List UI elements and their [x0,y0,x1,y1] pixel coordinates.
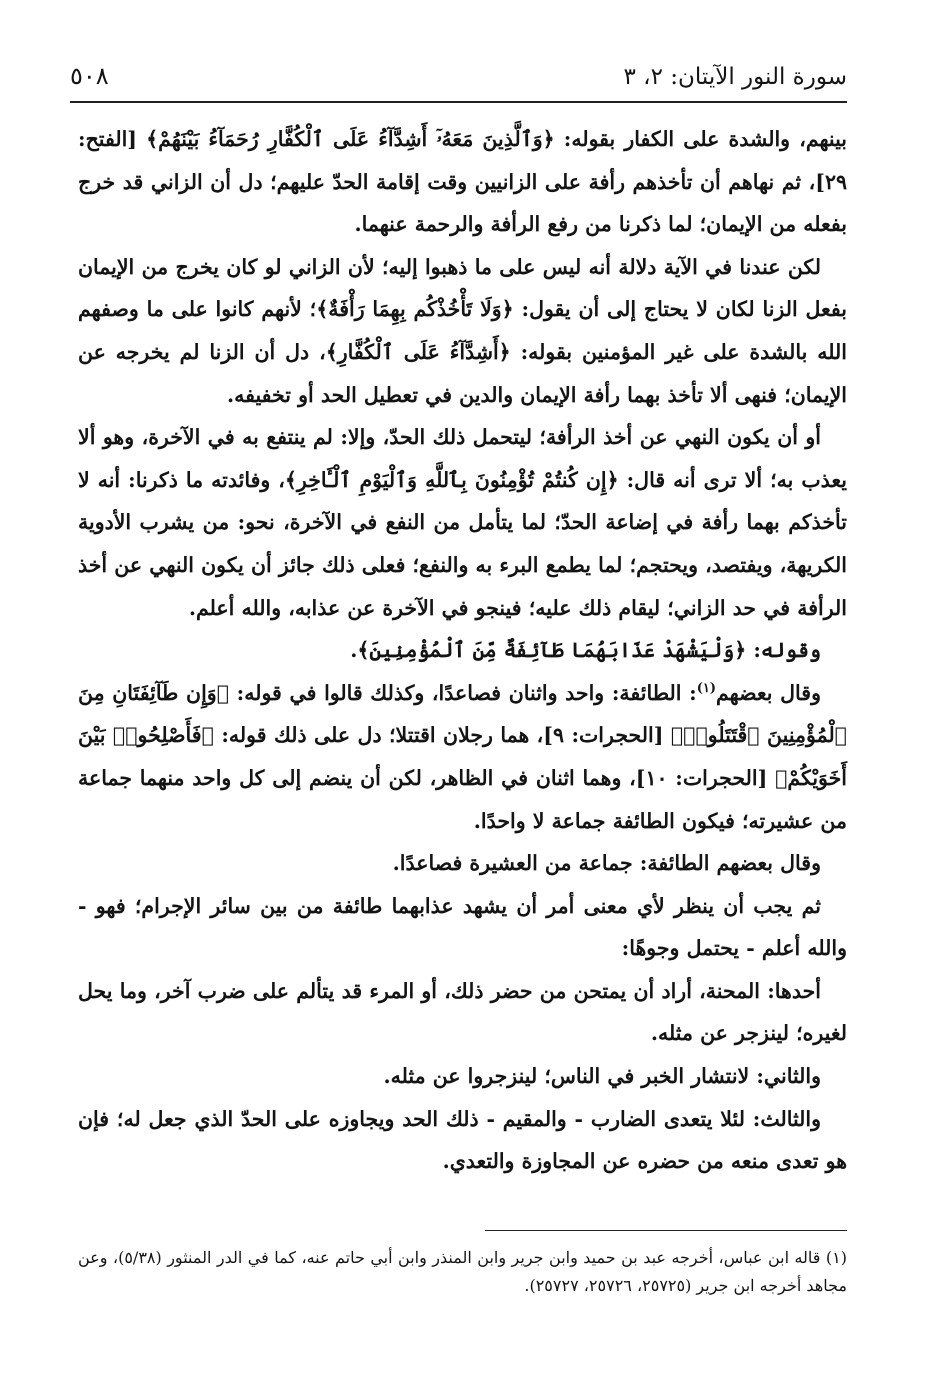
paragraph-2: لكن عندنا في الآية دلالة أنه ليس على ما ذهبوا إليه؛ لأن الزاني لو كان يخرج من الإيمان بفعل الزنا لكان لا يحتاج إلى أن يقول: ﴿وَلَا تَأْخُذْكُم بِهِمَا رَأْفَةٌ﴾؛ لأنهم كانوا على ما وصفهم الله بالشدة على غير المؤمنين بقوله: ﴿أَشِدَّآءُ عَلَى ٱلْكُفَّارِ﴾، دل أن الزنا لم يخرجه عن الإيمان؛ فنهى ألا تأخذ بهما رأفة الإيمان والدين في تعطيل الحد أو تخفيفه. [78,254,847,407]
paragraph-4: وقوله: ﴿وَلْيَشْهَدْ عَذَابَهُمَا طَآئِفَةٌ مِّنَ ٱلْمُؤْمِنِينَ﴾. [350,638,821,663]
paragraph-5-rest: : الطائفة: واحد واثنان فصاعدًا، وكذلك قالوا في قوله: ﴿وَإِن طَآئِفَتَانِ مِنَ ٱلْمُؤْمِنِينَ ٱقْتَتَلُوا۟﴾ [الحجرات: ٩]، هما رجلان اقتتلا؛ دل على ذلك قوله: ﴿فَأَصْلِحُوا۟ بَيْنَ أَخَوَيْكُمْ﴾ [الحجرات: ١٠]، وهما اثنان في الظاهر، لكن أن ينضم إلى كل واحد منهما جماعة من عشيرته؛ فيكون الطائفة جماعة لا واحدًا. [78,680,847,833]
paragraph-6: وقال بعضهم الطائفة: جماعة من العشيرة فصاعدًا. [392,851,821,876]
page-number: ٥٠٨ [70,62,109,90]
paragraph-10: والثالث: لئلا يتعدى الضارب - والمقيم - ذلك الحد ويجاوزه على الحدّ الذي جعل له؛ فإن هو تعدى منعه من حضره عن المجاوزة والتعدي. [78,1106,847,1174]
footnote-reference[interactable]: (١) [696,680,717,696]
paragraph-8: أحدها: المحنة، أراد أن يمتحن من حضر ذلك، أو المرء قد يتألم على ضرب آخر، وما يحل لغيره؛ لينزجر عن مثله. [78,978,847,1046]
paragraph-5-lead: وقال بعضهم [716,680,821,705]
header-rule [70,101,847,103]
paragraph-1: بينهم، والشدة على الكفار بقوله: ﴿وَٱلَّذِينَ مَعَهُۥٓ أَشِدَّآءُ عَلَى ٱلْكُفَّارِ رُحَمَآءُ بَيْنَهُمْ﴾ [الفتح: ٢٩]، ثم نهاهم أن تأخذهم رأفة على الزانيين وقت إقامة الحدّ عليهم؛ دل أن الزاني قد خرج بفعله من الإيمان؛ لما ذكرنا من رفع الرأفة والرحمة عنهما. [78,127,847,237]
paragraph-5 [78,672,847,842]
paragraph-7: ثم يجب أن ينظر لأي معنى أمر أن يشهد عذابهما طائفة من بين سائر الإجرام؛ فهو - والله أعلم - يحتمل وجوهًا: [78,893,847,961]
paragraph-3: أو أن يكون النهي عن أخذ الرأفة؛ ليتحمل ذلك الحدّ، وإلا: لم ينتفع به في الآخرة، وهو ألا يعذب به؛ ألا ترى أنه قال: ﴿إِن كُنتُمْ تُؤْمِنُونَ بِٱللَّهِ وَٱلْيَوْمِ ٱلْـَٔاخِرِ﴾، وفائدته ما ذكرنا: أنه لا تأخذكم بهما رأفة في إضاعة الحدّ؛ لما يتأمل من النفع في الآخرة، نحو: من يشرب الأدوية الكريهة، ويفتصد، ويحتجم؛ لما يطمع البرء به والنفع؛ فعلى ذلك جائز أن يكون النهي عن أخذ الرأفة في حد الزاني؛ ليقام ذلك عليه؛ فينجو في الآخرة عن عذابه، والله أعلم. [78,425,847,620]
footnotes [78,1244,847,1300]
paragraph-9: والثاني: لانتشار الخبر في الناس؛ لينزجروا عن مثله. [383,1064,821,1089]
running-title: سورة النور الآيتان: ٢، ٣ [623,64,847,90]
main-text [78,118,847,1183]
footnote-rule [485,1230,847,1231]
footnote-1: (١) قاله ابن عباس، أخرجه عبد بن حميد وابن جرير وابن المنذر وابن أبي حاتم عنه، كما في الدر المنثور (٥/٣٨)، وعن مجاهد أخرجه ابن جرير (٢٥٧٢٥، ٢٥٧٢٦، ٢٥٧٢٧). [78,1248,847,1295]
page-header [70,56,847,90]
